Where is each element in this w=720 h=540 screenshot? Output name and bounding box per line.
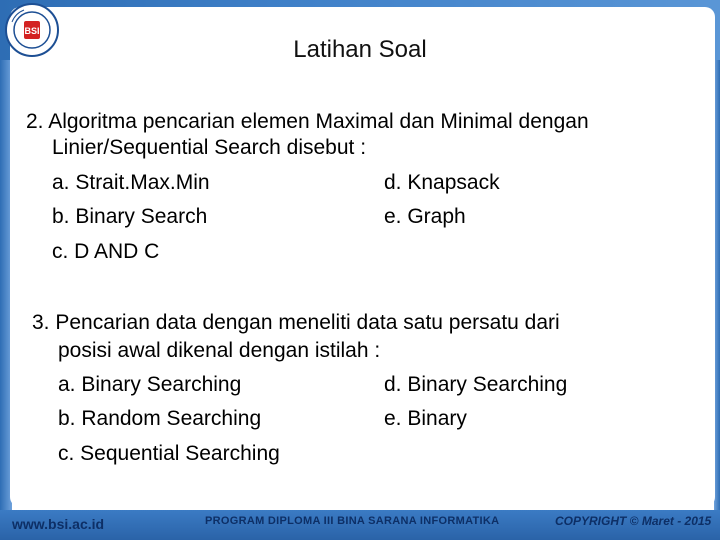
question-3-option-d: d. Binary Searching — [384, 373, 568, 396]
question-2-line-1: 2. Algoritma pencarian elemen Maximal dan Minimal dengan — [26, 110, 589, 133]
question-2-line-2: Linier/Sequential Search disebut : — [52, 136, 367, 159]
question-2-option-a: a. Strait.Max.Min — [52, 171, 210, 194]
question-3-line-1: 3. Pencarian data dengan meneliti data satu persatu dari — [32, 311, 560, 334]
footer-program-name: PROGRAM DIPLOMA III BINA SARANA INFORMATIKA — [205, 515, 500, 527]
question-3-option-b: b. Random Searching — [58, 407, 262, 430]
footer-url: www.bsi.ac.id — [12, 516, 105, 532]
slide-title: Latihan Soal — [293, 36, 427, 63]
question-3-line-2: posisi awal dikenal dengan istilah : — [58, 339, 381, 362]
question-2-option-e: e. Graph — [384, 205, 466, 228]
question-2-option-d: d. Knapsack — [384, 171, 500, 194]
question-3-option-c: c. Sequential Searching — [58, 442, 280, 465]
question-3-option-a: a. Binary Searching — [58, 373, 242, 396]
svg-text:BSI: BSI — [24, 26, 40, 36]
question-2-option-c: c. D AND C — [52, 240, 160, 263]
question-2-option-b: b. Binary Search — [52, 205, 208, 228]
question-3-option-e: e. Binary — [384, 407, 467, 430]
footer-copyright: COPYRIGHT © Maret - 2015 — [555, 514, 712, 528]
